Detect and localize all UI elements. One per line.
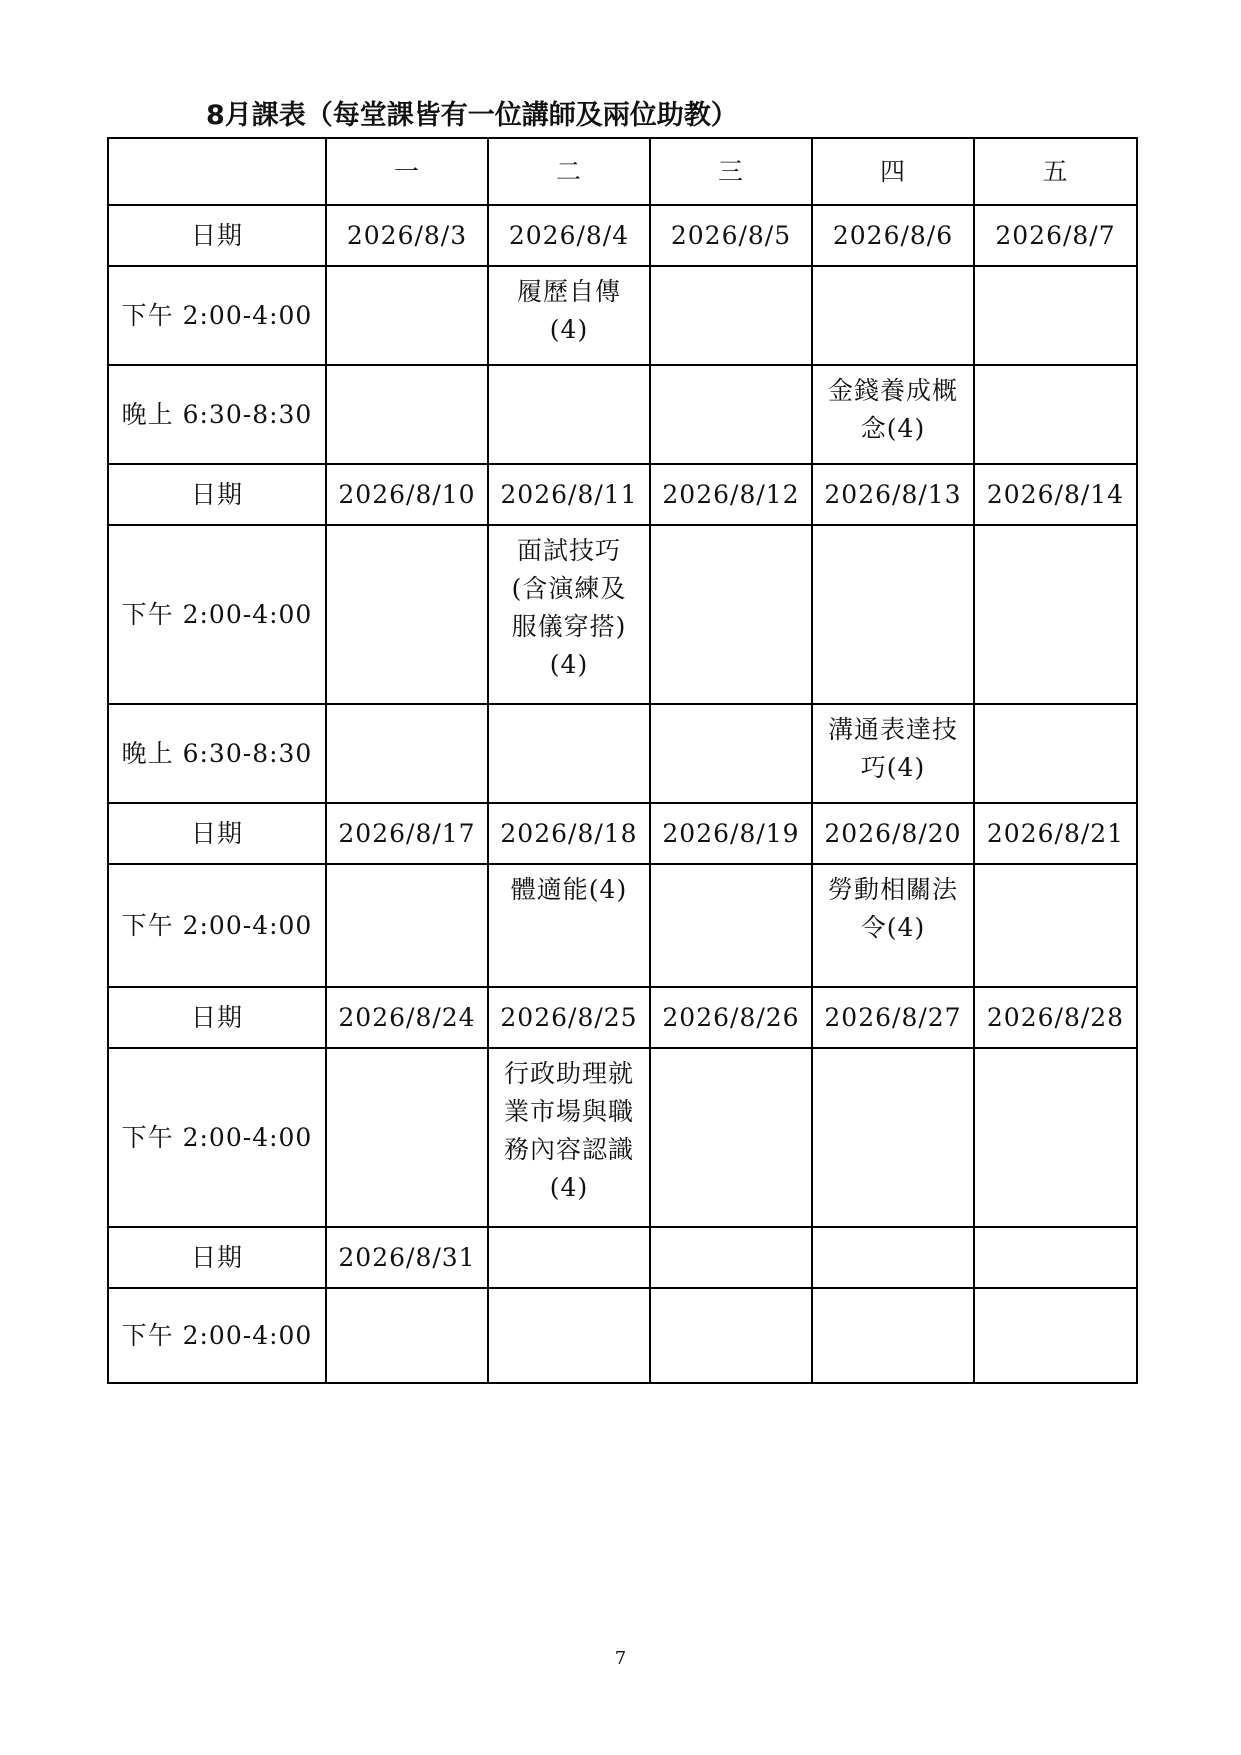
afternoon-row [108, 1048, 1137, 1227]
course-cell [650, 266, 812, 365]
course-cell [488, 525, 650, 704]
course-name: 金錢養成概念(4) [827, 376, 958, 443]
date-cell: 2026/8/18 [488, 803, 650, 864]
evening-time-label: 晚上 6:30-8:30 [108, 365, 326, 464]
date-cell: 2026/8/17 [326, 803, 488, 864]
course-cell [812, 365, 974, 464]
afternoon-row [108, 1288, 1137, 1383]
course-cell [326, 266, 488, 365]
course-cell [488, 266, 650, 365]
date-row [108, 803, 1137, 864]
course-cell [974, 1288, 1137, 1383]
date-cell: 2026/8/11 [488, 464, 650, 525]
corner-cell [108, 138, 326, 205]
course-cell [812, 864, 974, 987]
course-cell [326, 704, 488, 803]
course-cell [650, 1288, 812, 1383]
course-cell [650, 864, 812, 987]
date-label: 日期 [108, 987, 326, 1048]
course-cell [650, 365, 812, 464]
course-cell [326, 864, 488, 987]
course-cell [650, 525, 812, 704]
course-cell [812, 266, 974, 365]
course-cell [974, 864, 1137, 987]
weekday-mon: 一 [326, 138, 488, 205]
weekday-wed: 三 [650, 138, 812, 205]
course-name: 行政助理就業市場與職務內容認識(4) [503, 1059, 634, 1202]
schedule-table [107, 137, 1138, 1384]
date-cell: 2026/8/26 [650, 987, 812, 1048]
course-cell [488, 1288, 650, 1383]
weekday-header-row [108, 138, 1137, 205]
course-cell [974, 1048, 1137, 1227]
evening-row [108, 704, 1137, 803]
date-cell: 2026/8/24 [326, 987, 488, 1048]
page-title: 8月課表（每堂課皆有一位講師及兩位助教） [206, 100, 738, 131]
date-cell: 2026/8/28 [974, 987, 1137, 1048]
course-cell [812, 704, 974, 803]
date-cell: 2026/8/25 [488, 987, 650, 1048]
weekday-tue: 二 [488, 138, 650, 205]
course-cell [326, 1288, 488, 1383]
date-cell: 2026/8/27 [812, 987, 974, 1048]
course-cell [974, 704, 1137, 803]
date-cell: 2026/8/7 [974, 205, 1137, 266]
evening-time-label: 晚上 6:30-8:30 [108, 704, 326, 803]
afternoon-time-label: 下午 2:00-4:00 [108, 1048, 326, 1227]
date-cell: 2026/8/10 [326, 464, 488, 525]
afternoon-time-label: 下午 2:00-4:00 [108, 525, 326, 704]
course-name: 溝通表達技巧(4) [827, 715, 958, 782]
course-cell [326, 365, 488, 464]
date-label: 日期 [108, 1227, 326, 1288]
course-cell [812, 525, 974, 704]
afternoon-time-label: 下午 2:00-4:00 [108, 864, 326, 987]
course-cell [488, 704, 650, 803]
date-cell: 2026/8/14 [974, 464, 1137, 525]
course-cell [974, 365, 1137, 464]
evening-row [108, 365, 1137, 464]
course-cell [974, 266, 1137, 365]
course-cell [650, 1048, 812, 1227]
date-row [108, 464, 1137, 525]
date-cell: 2026/8/31 [326, 1227, 488, 1288]
course-cell [812, 1288, 974, 1383]
course-name: 面試技巧(含演練及服儀穿搭)(4) [511, 536, 627, 679]
date-cell [488, 1227, 650, 1288]
course-cell [488, 864, 650, 987]
date-cell: 2026/8/6 [812, 205, 974, 266]
date-row [108, 1227, 1137, 1288]
date-cell: 2026/8/13 [812, 464, 974, 525]
weekday-fri: 五 [974, 138, 1137, 205]
course-cell [326, 525, 488, 704]
course-name: 勞動相關法令(4) [827, 875, 958, 942]
afternoon-time-label: 下午 2:00-4:00 [108, 1288, 326, 1383]
date-cell: 2026/8/4 [488, 205, 650, 266]
date-row [108, 987, 1137, 1048]
afternoon-row [108, 266, 1137, 365]
date-cell: 2026/8/12 [650, 464, 812, 525]
course-cell [488, 365, 650, 464]
course-cell [650, 704, 812, 803]
date-cell: 2026/8/20 [812, 803, 974, 864]
afternoon-row [108, 864, 1137, 987]
date-cell [974, 1227, 1137, 1288]
date-cell: 2026/8/3 [326, 205, 488, 266]
course-cell [488, 1048, 650, 1227]
course-name: 履歷自傳(4) [516, 277, 621, 344]
date-cell: 2026/8/5 [650, 205, 812, 266]
date-cell: 2026/8/19 [650, 803, 812, 864]
date-cell: 2026/8/21 [974, 803, 1137, 864]
course-name: 體適能(4) [510, 875, 628, 904]
afternoon-row [108, 525, 1137, 704]
afternoon-time-label: 下午 2:00-4:00 [108, 266, 326, 365]
course-cell [812, 1048, 974, 1227]
course-cell [974, 525, 1137, 704]
date-label: 日期 [108, 803, 326, 864]
date-label: 日期 [108, 205, 326, 266]
course-cell [326, 1048, 488, 1227]
date-label: 日期 [108, 464, 326, 525]
weekday-thu: 四 [812, 138, 974, 205]
date-cell [650, 1227, 812, 1288]
page-number: 7 [614, 1648, 627, 1669]
date-cell [812, 1227, 974, 1288]
date-row [108, 205, 1137, 266]
